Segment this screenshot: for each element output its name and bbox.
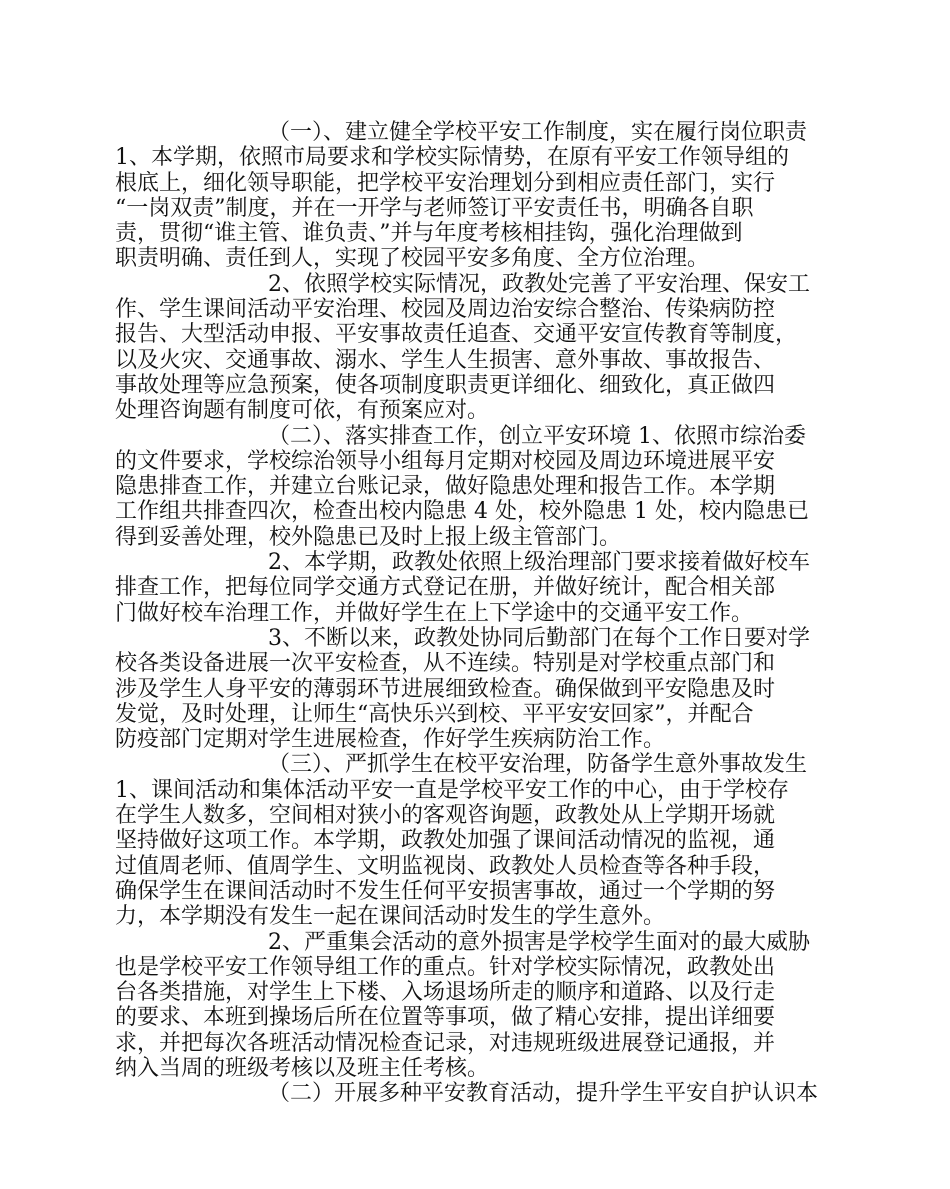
text-line: 职责明确、责任到人，实现了校园平安多角度、全方位治理。 — [115, 246, 710, 272]
text-line: 事故处理等应急预案，使各项制度职责更详细化、细致化，真正做四 — [115, 372, 776, 398]
text-line: 2、本学期，政教处依照上级治理部门要求接着做好校车 — [268, 550, 810, 576]
text-line: （二）开展多种平安教育活动，提升学生平安自护认识本 — [268, 1081, 819, 1107]
text-line: 求，并把每次各班活动情况检查记录，对违规班级进展登记通报，并 — [115, 1030, 776, 1056]
text-line: 责，贯彻“谁主管、谁负责、”并与年度考核相挂钩，强化治理做到 — [115, 221, 743, 247]
text-line: 坚持做好这项工作。本学期，政教处加强了课间活动情况的监视，通 — [115, 828, 776, 854]
document-body — [115, 120, 835, 1107]
text-line: 力，本学期没有发生一起在课间活动时发生的学生意外。 — [115, 904, 666, 930]
text-line: 处理咨询题有制度可依，有预案应对。 — [115, 398, 490, 424]
text-line: （二）、落实排查工作，创立平安环境 1、依照市综治委 — [268, 423, 806, 449]
text-line: 根底上，细化领导职能，把学校平安治理划分到相应责任部门，实行 — [115, 170, 776, 196]
text-line: 校各类设备进展一次平安检查，从不连续。特别是对学校重点部门和 — [115, 651, 776, 677]
text-line: 发觉，及时处理，让师生“高快乐兴到校、平平安安回家”，并配合 — [115, 701, 754, 727]
text-line: 防疫部门定期对学生进展检查，作好学生疾病防治工作。 — [115, 727, 666, 753]
text-line: 确保学生在课间活动时不发生任何平安损害事故，通过一个学期的努 — [115, 878, 776, 904]
text-line: 纳入当周的班级考核以及班主任考核。 — [115, 1055, 490, 1081]
text-line: 过值周老师、值周学生、文明监视岗、政教处人员检查等各种手段， — [115, 853, 776, 879]
text-line: 1、课间活动和集体活动平安一直是学校平安工作的中心，由于学校存 — [115, 777, 789, 803]
text-line: 2、依照学校实际情况，政教处完善了平安治理、保安工 — [268, 271, 810, 297]
text-line: 作、学生课间活动平安治理、校园及周边治安综合整治、传染病防控 — [115, 297, 776, 323]
text-line: 1、本学期，依照市局要求和学校实际情势，在原有平安工作领导组的 — [115, 145, 789, 171]
text-line: 也是学校平安工作领导组工作的重点。针对学校实际情况，政教处出 — [115, 954, 776, 980]
text-line: （一）、建立健全学校平安工作制度，实在履行岗位职责 — [268, 120, 808, 145]
text-line: 3、不断以来，政教处协同后勤部门在每个工作日要对学 — [268, 625, 810, 651]
text-line: 涉及学生人身平安的薄弱环节进展细致检查。确保做到平安隐患及时 — [115, 676, 776, 702]
text-line: 工作组共排查四次，检查出校内隐患 4 处，校外隐患 1 处，校内隐患已 — [115, 499, 809, 525]
text-line: （三）、严抓学生在校平安治理，防备学生意外事故发生 — [268, 752, 808, 778]
text-line: 台各类措施，对学生上下楼、入场退场所走的顺序和道路、以及行走 — [115, 980, 776, 1006]
text-line: 的要求、本班到操场后所在位置等事项，做了精心安排，提出详细要 — [115, 1005, 776, 1031]
text-line: 2、严重集会活动的意外损害是学校学生面对的最大威胁 — [268, 929, 810, 955]
text-line: 门做好校车治理工作，并做好学生在上下学途中的交通平安工作。 — [115, 600, 754, 626]
text-line: 以及火灾、交通事故、溺水、学生人生损害、意外事故、事故报告、 — [115, 347, 776, 373]
text-line: “一岗双责”制度，并在一开学与老师签订平安责任书，明确各自职 — [115, 195, 754, 221]
text-line: 隐患排查工作，并建立台账记录，做好隐患处理和报告工作。本学期 — [115, 474, 776, 500]
text-line: 报告、大型活动申报、平安事故责任追查、交通平安宣传教育等制度， — [115, 322, 798, 348]
text-line: 在学生人数多，空间相对狭小的客观咨询题，政教处从上学期开场就 — [115, 803, 776, 829]
text-line: 得到妥善处理，校外隐患已及时上报上级主管部门。 — [115, 524, 622, 550]
text-line: 的文件要求，学校综治领导小组每月定期对校园及周边环境进展平安 — [115, 448, 776, 474]
text-line: 排查工作，把每位同学交通方式登记在册，并做好统计，配合相关部 — [115, 575, 776, 601]
